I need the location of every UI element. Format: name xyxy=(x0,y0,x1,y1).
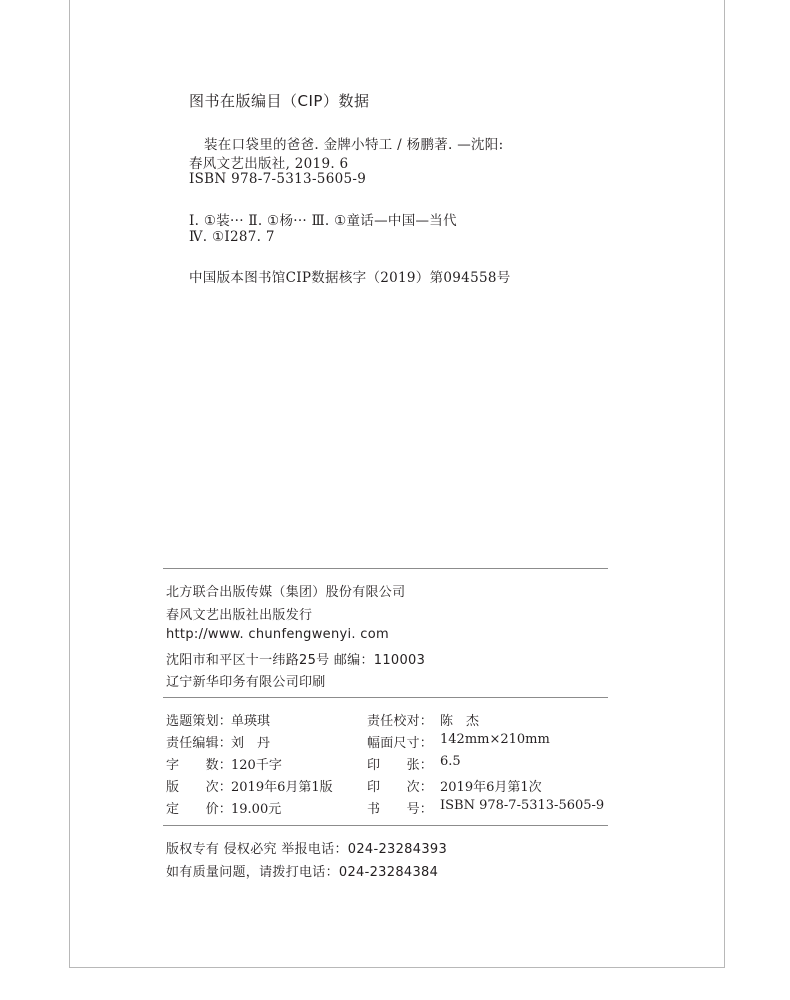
cip-classification-line-1: Ⅰ. ①装··· Ⅱ. ①杨··· Ⅲ. ①童话—中国—当代 xyxy=(189,213,457,229)
detail-value: 2019年6月第1次 xyxy=(440,780,542,795)
cip-publisher-line: 春风文艺出版社, 2019. 6 xyxy=(189,156,349,172)
detail-label: 责任编辑： xyxy=(166,736,233,751)
detail-label: 幅面尺寸： xyxy=(367,736,434,751)
detail-label: 印 张： xyxy=(367,758,434,773)
publisher-website: http://www. chunfengwenyi. com xyxy=(166,627,389,642)
publisher-group: 北方联合出版传媒（集团）股份有限公司 xyxy=(166,585,406,600)
detail-value: 刘 丹 xyxy=(231,736,271,751)
divider-middle xyxy=(163,697,608,698)
cip-isbn-line: ISBN 978-7-5313-5605-9 xyxy=(189,171,367,187)
divider-bottom xyxy=(163,825,608,826)
detail-value: 142mm×210mm xyxy=(440,732,550,747)
detail-value: 2019年6月第1版 xyxy=(231,780,333,795)
detail-label: 责任校对： xyxy=(367,714,434,729)
detail-value: 单瑛琪 xyxy=(231,714,271,729)
rights-line: 版权专有 侵权必究 举报电话：024-23284393 xyxy=(166,842,448,857)
detail-label: 定 价： xyxy=(166,802,233,817)
cip-classification-line-2: Ⅳ. ①I287. 7 xyxy=(189,229,275,245)
detail-value: ISBN 978-7-5313-5605-9 xyxy=(440,798,605,813)
divider-top xyxy=(163,568,608,569)
detail-value: 陈 杰 xyxy=(440,714,480,729)
publisher-house: 春风文艺出版社出版发行 xyxy=(166,608,313,623)
detail-value: 6.5 xyxy=(440,754,461,769)
cip-heading: 图书在版编目（CIP）数据 xyxy=(189,92,370,110)
quality-line: 如有质量问题，请拨打电话：024-23284384 xyxy=(166,865,439,880)
detail-value: 19.00元 xyxy=(231,802,282,817)
publisher-address: 沈阳市和平区十一纬路25号 邮编：110003 xyxy=(166,653,426,668)
detail-label: 字 数： xyxy=(166,758,233,773)
detail-label: 印 次： xyxy=(367,780,434,795)
cip-title-line: 装在口袋里的爸爸. 金牌小特工 / 杨鹏著. —沈阳: xyxy=(204,137,504,153)
detail-label: 版 次： xyxy=(166,780,233,795)
detail-value: 120千字 xyxy=(231,758,282,773)
detail-label: 书 号： xyxy=(367,802,434,817)
cip-number: 中国版本图书馆CIP数据核字（2019）第094558号 xyxy=(189,270,511,286)
detail-label: 选题策划： xyxy=(166,714,233,729)
printer-line: 辽宁新华印务有限公司印刷 xyxy=(166,675,326,690)
